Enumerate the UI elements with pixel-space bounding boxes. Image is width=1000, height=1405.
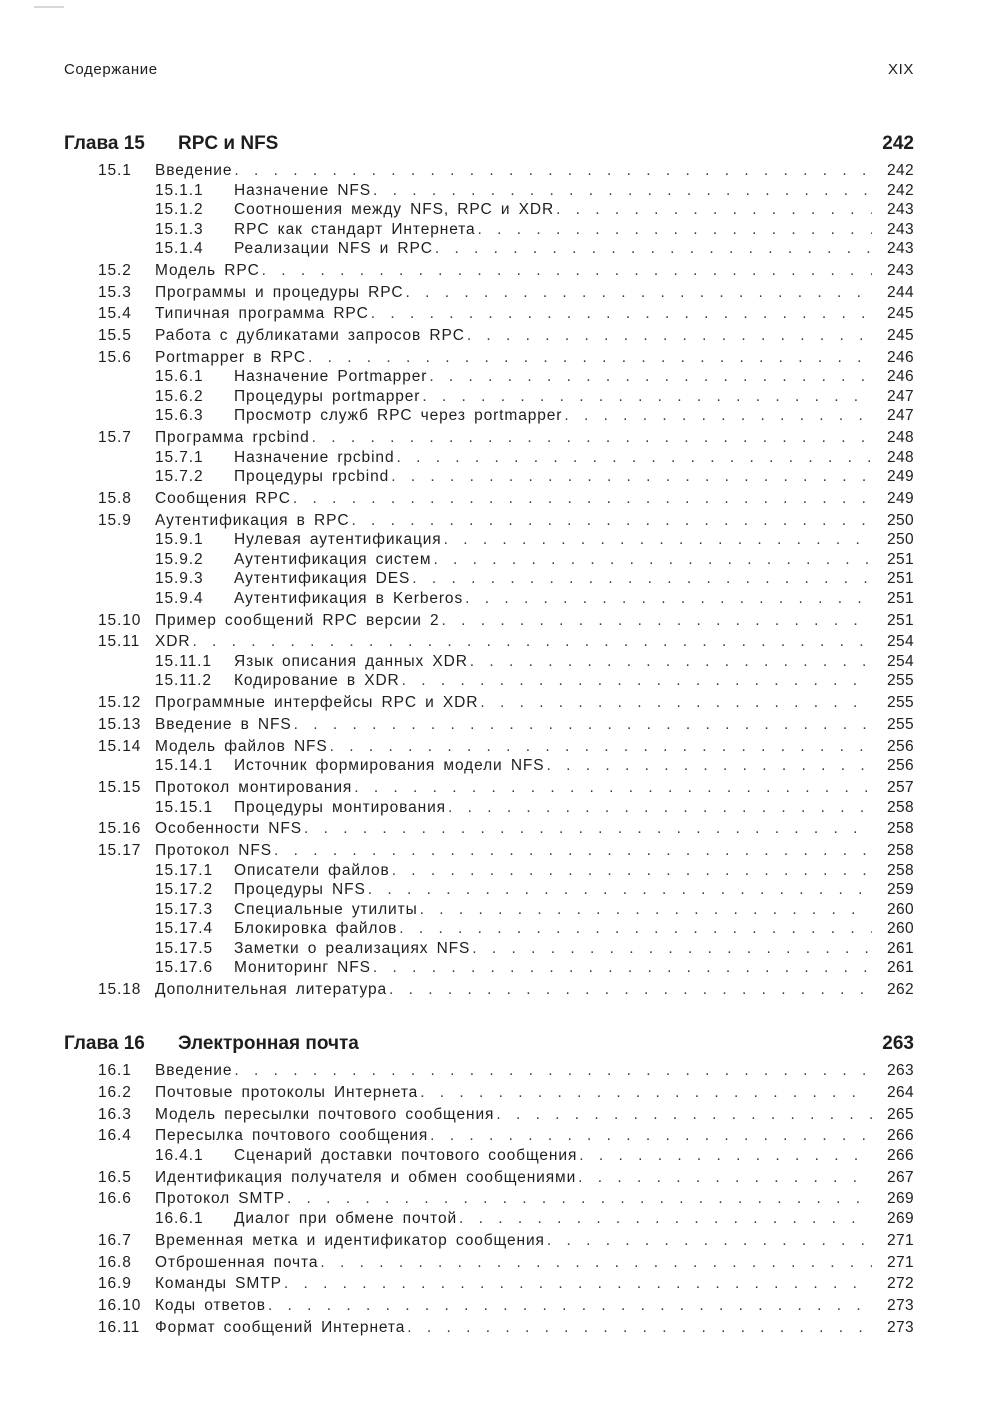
- entry-number: 15.9.1: [155, 531, 204, 549]
- entry-page: 262: [886, 981, 914, 999]
- toc-section-entry[interactable]: [64, 1318, 914, 1338]
- dot-leader: [472, 939, 872, 959]
- entry-title: Назначение NFS: [234, 181, 372, 199]
- entry-number: 15.9.2: [155, 550, 204, 568]
- toc-section-entry[interactable]: [64, 1061, 914, 1081]
- entry-title: RPC как стандарт Интернета: [234, 220, 476, 238]
- entry-title: Назначение rpcbind: [234, 448, 395, 466]
- entry-title: Аутентификация в RPC: [155, 511, 350, 529]
- entry-title: Процедуры rpcbind: [234, 468, 390, 486]
- entry-page: 273: [886, 1318, 914, 1336]
- entry-page: 271: [886, 1231, 914, 1249]
- entry-title: Сообщения RPC: [155, 490, 291, 508]
- dot-leader: [441, 611, 872, 631]
- dot-leader: [407, 1318, 872, 1338]
- dot-leader: [320, 1253, 872, 1273]
- dot-leader: [420, 900, 872, 920]
- entry-number: 15.14.1: [155, 757, 214, 775]
- entry-page: 260: [886, 900, 914, 918]
- entry-number: 15.1.1: [155, 181, 204, 199]
- dot-leader: [368, 880, 872, 900]
- entry-title: Специальные утилиты: [234, 900, 418, 918]
- dot-leader: [389, 980, 872, 1000]
- toc-section-entry[interactable]: [64, 511, 914, 531]
- dot-leader: [480, 693, 872, 713]
- toc-section-entry[interactable]: [64, 326, 914, 346]
- entry-number: 16.2: [98, 1083, 132, 1101]
- entry-page: 266: [886, 1146, 914, 1164]
- entry-title: Блокировка файлов: [234, 920, 398, 938]
- scan-corner-mark: [34, 6, 64, 8]
- toc-section-entry[interactable]: [64, 632, 914, 652]
- dot-leader: [399, 919, 872, 939]
- entry-number: 15.4: [98, 305, 132, 323]
- chapter-heading[interactable]: [64, 1033, 914, 1057]
- dot-leader: [294, 715, 872, 735]
- entry-title: Введение: [155, 162, 233, 179]
- toc-section-entry[interactable]: [64, 304, 914, 324]
- entry-number: 15.6.1: [155, 368, 204, 386]
- dot-leader: [430, 1126, 872, 1146]
- entry-number: 16.8: [98, 1253, 132, 1271]
- entry-number: 15.7: [98, 429, 132, 447]
- entry-page: 263: [886, 1062, 914, 1079]
- entry-number: 15.17.6: [155, 959, 214, 977]
- toc-section-entry[interactable]: [64, 693, 914, 713]
- entry-page: 256: [886, 737, 914, 755]
- entry-title: Программы и процедуры RPC: [155, 283, 404, 301]
- entry-number: 15.9.4: [155, 589, 204, 607]
- dot-leader: [391, 467, 872, 487]
- chapter-page: 263: [882, 1033, 914, 1054]
- dot-leader: [262, 261, 872, 281]
- entry-number: 16.9: [98, 1275, 132, 1293]
- chapter-page: 242: [882, 133, 914, 154]
- entry-number: 15.14: [98, 737, 142, 755]
- entry-number: 15.6: [98, 348, 132, 366]
- entry-page: 247: [886, 407, 914, 425]
- entry-page: 251: [886, 550, 914, 568]
- toc-subsection-entry[interactable]: [64, 406, 914, 426]
- entry-page: 254: [886, 652, 914, 670]
- toc-section-entry[interactable]: [64, 611, 914, 631]
- dot-leader: [284, 1274, 872, 1294]
- entry-number: 15.17.5: [155, 939, 214, 957]
- entry-page: 261: [886, 959, 914, 977]
- entry-title: Временная метка и идентификатор сообщения: [155, 1231, 545, 1249]
- entry-number: 15.9.3: [155, 570, 204, 588]
- entry-number: 15.11.2: [155, 672, 212, 690]
- dot-leader: [435, 239, 872, 259]
- toc-subsection-entry[interactable]: [64, 181, 914, 201]
- dot-leader: [308, 348, 872, 368]
- entry-number: 15.10: [98, 611, 142, 629]
- entry-page: 249: [886, 468, 914, 486]
- dot-leader: [465, 589, 872, 609]
- entry-number: 15.6.3: [155, 407, 204, 425]
- toc-section-entry[interactable]: [64, 489, 914, 509]
- toc-section-entry[interactable]: [64, 161, 914, 181]
- toc-section-entry[interactable]: [64, 428, 914, 448]
- entry-page: 266: [886, 1127, 914, 1145]
- dot-leader: [274, 841, 872, 861]
- toc-section-entry[interactable]: [64, 819, 914, 839]
- entry-number: 16.1: [98, 1062, 132, 1079]
- entry-page: 245: [886, 305, 914, 323]
- chapter-label: Глава 15: [64, 133, 145, 154]
- dot-leader: [433, 550, 872, 570]
- entry-page: 259: [886, 881, 914, 899]
- entry-number: 15.17.2: [155, 881, 214, 899]
- dot-leader: [371, 304, 872, 324]
- toc-subsection-entry[interactable]: [64, 387, 914, 407]
- entry-title: Типичная программа RPC: [155, 305, 369, 323]
- entry-number: 16.7: [98, 1231, 132, 1249]
- dot-leader: [396, 448, 872, 468]
- entry-number: 16.10: [98, 1297, 142, 1315]
- toc-subsection-entry[interactable]: [64, 1209, 914, 1229]
- entry-page: 242: [886, 162, 914, 179]
- entry-page: 246: [886, 348, 914, 366]
- entry-title: XDR: [155, 633, 191, 651]
- entry-number: 15.1.2: [155, 201, 204, 218]
- dot-leader: [547, 1231, 872, 1251]
- dot-leader: [429, 367, 872, 387]
- entry-number: 16.4: [98, 1127, 132, 1145]
- entry-page: 246: [886, 368, 914, 386]
- entry-page: 257: [886, 779, 914, 797]
- dot-leader: [496, 1105, 872, 1125]
- toc-subsection-entry[interactable]: [64, 958, 914, 978]
- toc-subsection-entry[interactable]: [64, 671, 914, 691]
- dot-leader: [467, 326, 872, 346]
- toc-section-entry[interactable]: [64, 1253, 914, 1273]
- entry-page: 243: [886, 220, 914, 238]
- entry-page: 271: [886, 1253, 914, 1271]
- entry-number: 15.15: [98, 779, 142, 797]
- toc-subsection-entry[interactable]: [64, 550, 914, 570]
- entry-number: 15.7.2: [155, 468, 204, 486]
- toc-subsection-entry[interactable]: [64, 919, 914, 939]
- toc-subsection-entry[interactable]: [64, 900, 914, 920]
- chapter-title: Электронная почта: [178, 1033, 359, 1054]
- entry-number: 15.17.3: [155, 900, 214, 918]
- entry-number: 15.5: [98, 327, 132, 345]
- entry-page: 273: [886, 1297, 914, 1315]
- toc-subsection-entry[interactable]: [64, 367, 914, 387]
- entry-title: Отброшенная почта: [155, 1253, 319, 1271]
- entry-title: Описатели файлов: [234, 861, 390, 879]
- entry-page: 255: [886, 716, 914, 734]
- chapter-label: Глава 16: [64, 1033, 145, 1054]
- entry-number: 15.16: [98, 820, 142, 838]
- entry-page: 250: [886, 511, 914, 529]
- dot-leader: [304, 819, 872, 839]
- entry-title: Назначение Portmapper: [234, 368, 428, 386]
- toc-subsection-entry[interactable]: [64, 569, 914, 589]
- entry-title: Соотношения между NFS, RPC и XDR: [234, 201, 555, 218]
- entry-page: 254: [886, 633, 914, 651]
- dot-leader: [392, 861, 872, 881]
- dot-leader: [556, 200, 872, 220]
- entry-number: 15.8: [98, 490, 132, 508]
- toc-section-entry[interactable]: [64, 737, 914, 757]
- entry-number: 15.11.1: [155, 652, 212, 670]
- entry-page: 243: [886, 240, 914, 257]
- entry-page: 242: [886, 181, 914, 199]
- toc-entries: [64, 1061, 914, 1337]
- entry-title: Язык описания данных XDR: [234, 652, 468, 670]
- toc-subsection-entry[interactable]: [64, 756, 914, 776]
- toc-subsection-entry[interactable]: [64, 467, 914, 487]
- toc-subsection-entry[interactable]: [64, 220, 914, 240]
- entry-number: 16.6.1: [155, 1209, 204, 1227]
- entry-page: 251: [886, 589, 914, 607]
- entry-page: 251: [886, 570, 914, 588]
- entry-title: Идентификация получателя и обмен сообщениями: [155, 1168, 577, 1186]
- dot-leader: [448, 798, 872, 818]
- dot-leader: [312, 428, 872, 448]
- entry-title: Диалог при обмене почтой: [234, 1209, 458, 1227]
- entry-page: 267: [886, 1168, 914, 1186]
- entry-number: 16.5: [98, 1168, 132, 1186]
- toc-section-entry[interactable]: [64, 980, 914, 1000]
- entry-number: 16.4.1: [155, 1146, 204, 1164]
- dot-leader: [564, 406, 872, 426]
- toc-section-entry[interactable]: [64, 841, 914, 861]
- entry-number: 15.3: [98, 283, 132, 301]
- dot-leader: [293, 489, 872, 509]
- entry-title: Сценарий доставки почтового сообщения: [234, 1146, 578, 1164]
- toc-section-entry[interactable]: [64, 778, 914, 798]
- dot-leader: [192, 632, 872, 652]
- dot-leader: [420, 1083, 872, 1103]
- toc-section-entry[interactable]: [64, 1105, 914, 1125]
- toc-section-entry[interactable]: [64, 261, 914, 281]
- dot-leader: [444, 530, 872, 550]
- toc-section-entry[interactable]: [64, 1083, 914, 1103]
- entry-page: 261: [886, 939, 914, 957]
- entry-page: 269: [886, 1190, 914, 1208]
- entry-title: Дополнительная литература: [155, 981, 387, 999]
- entry-page: 260: [886, 920, 914, 938]
- entry-title: Модель RPC: [155, 261, 260, 279]
- entry-title: Программа rpcbind: [155, 429, 310, 447]
- entry-number: 15.18: [98, 981, 142, 999]
- entry-page: 255: [886, 694, 914, 712]
- entry-page: 243: [886, 201, 914, 218]
- entry-page: 264: [886, 1083, 914, 1101]
- entry-number: 15.13: [98, 716, 142, 734]
- running-header: [64, 61, 914, 83]
- entry-title: Коды ответов: [155, 1297, 266, 1315]
- entry-number: 15.17.1: [155, 861, 214, 879]
- dot-leader: [547, 756, 872, 776]
- entry-page: 258: [886, 820, 914, 838]
- entry-title: Аутентификация в Kerberos: [234, 589, 464, 607]
- entry-title: Нулевая аутентификация: [234, 531, 442, 549]
- entry-title: Просмотр служб RPC через portmapper: [234, 407, 563, 425]
- entry-page: 258: [886, 842, 914, 860]
- dot-leader: [373, 958, 872, 978]
- toc-subsection-entry[interactable]: [64, 530, 914, 550]
- dot-leader: [351, 511, 872, 531]
- entry-number: 16.11: [98, 1318, 141, 1336]
- entry-title: Протокол SMTP: [155, 1190, 285, 1208]
- dot-leader: [402, 671, 872, 691]
- entry-number: 15.9: [98, 511, 132, 529]
- entry-page: 255: [886, 672, 914, 690]
- entry-title: Протокол NFS: [155, 842, 272, 860]
- entry-number: 15.1.3: [155, 220, 204, 238]
- dot-leader: [268, 1296, 872, 1316]
- running-header-title: Содержание: [64, 61, 158, 78]
- toc-subsection-entry[interactable]: [64, 239, 914, 259]
- toc-subsection-entry[interactable]: [64, 652, 914, 672]
- entry-title: Почтовые протоколы Интернета: [155, 1083, 419, 1101]
- entry-number: 15.2: [98, 261, 132, 279]
- entry-title: Portmapper в RPC: [155, 348, 306, 366]
- toc-subsection-entry[interactable]: [64, 1146, 914, 1166]
- entry-title: Процедуры NFS: [234, 881, 366, 899]
- dot-leader: [478, 220, 872, 240]
- dot-leader: [234, 161, 872, 181]
- entry-title: Кодирование в XDR: [234, 672, 400, 690]
- entry-number: 15.6.2: [155, 387, 204, 405]
- entry-page: 265: [886, 1105, 914, 1123]
- entry-page: 251: [886, 611, 914, 629]
- entry-number: 15.1.4: [155, 240, 204, 257]
- entry-page: 250: [886, 531, 914, 549]
- entry-number: 15.7.1: [155, 448, 204, 466]
- chapter-title: RPC и NFS: [178, 133, 279, 154]
- toc-section-entry[interactable]: [64, 1274, 914, 1294]
- toc-section-entry[interactable]: [64, 1296, 914, 1316]
- entry-title: Команды SMTP: [155, 1275, 282, 1293]
- entry-number: 15.1: [98, 162, 132, 179]
- toc-section-entry[interactable]: [64, 283, 914, 303]
- entry-page: 248: [886, 429, 914, 447]
- toc-subsection-entry[interactable]: [64, 880, 914, 900]
- toc-subsection-entry[interactable]: [64, 939, 914, 959]
- entry-page: 256: [886, 757, 914, 775]
- entry-page: 248: [886, 448, 914, 466]
- entry-title: Введение в NFS: [155, 716, 292, 734]
- entry-number: 15.11: [98, 633, 141, 651]
- entry-page: 272: [886, 1275, 914, 1293]
- entry-page: 258: [886, 861, 914, 879]
- entry-title: Аутентификация систем: [234, 550, 432, 568]
- entry-title: Программные интерфейсы RPC и XDR: [155, 694, 479, 712]
- entry-page: 244: [886, 283, 914, 301]
- toc-section-entry[interactable]: [64, 715, 914, 735]
- dot-leader: [234, 1061, 872, 1081]
- dot-leader: [422, 387, 872, 407]
- entry-title: Протокол монтирования: [155, 779, 353, 797]
- entry-title: Работа с дубликатами запросов RPC: [155, 327, 465, 345]
- entry-title: Особенности NFS: [155, 820, 302, 838]
- dot-leader: [578, 1168, 872, 1188]
- toc-subsection-entry[interactable]: [64, 200, 914, 220]
- entry-title: Пример сообщений RPC версии 2: [155, 611, 440, 629]
- entry-title: Источник формирования модели NFS: [234, 757, 545, 775]
- entry-number: 15.12: [98, 694, 142, 712]
- dot-leader: [354, 778, 872, 798]
- entry-page: 243: [886, 261, 914, 279]
- entry-title: Пересылка почтового сообщения: [155, 1127, 429, 1145]
- entry-title: Введение: [155, 1062, 233, 1079]
- entry-page: 245: [886, 327, 914, 345]
- toc-section-entry[interactable]: [64, 1168, 914, 1188]
- chapter-16: [64, 1033, 914, 1337]
- entry-number: 16.3: [98, 1105, 132, 1123]
- entry-title: Формат сообщений Интернета: [155, 1318, 406, 1336]
- dot-leader: [412, 569, 872, 589]
- toc-section-entry[interactable]: [64, 1126, 914, 1146]
- entry-title: Процедуры portmapper: [234, 387, 421, 405]
- entry-page: 249: [886, 490, 914, 508]
- chapter-15: [64, 133, 914, 1000]
- toc-section-entry[interactable]: [64, 1231, 914, 1251]
- entry-title: Аутентификация DES: [234, 570, 411, 588]
- entry-title: Модель пересылки почтового сообщения: [155, 1105, 495, 1123]
- entry-title: Заметки о реализациях NFS: [234, 939, 471, 957]
- entry-number: 15.17: [98, 842, 142, 860]
- toc-section-entry[interactable]: [64, 348, 914, 368]
- entry-number: 15.17.4: [155, 920, 214, 938]
- dot-leader: [459, 1209, 872, 1229]
- entry-number: 15.15.1: [155, 798, 214, 816]
- chapter-heading[interactable]: [64, 133, 914, 157]
- entry-title: Модель файлов NFS: [155, 737, 328, 755]
- entry-page: 258: [886, 798, 914, 816]
- toc-entries: [64, 161, 914, 1000]
- entry-title: Мониторинг NFS: [234, 959, 371, 977]
- toc-subsection-entry[interactable]: [64, 448, 914, 468]
- page-number: XIX: [888, 61, 914, 78]
- toc-subsection-entry[interactable]: [64, 861, 914, 881]
- dot-leader: [373, 181, 872, 201]
- entry-number: 16.6: [98, 1190, 132, 1208]
- entry-title: Реализации NFS и RPC: [234, 240, 433, 257]
- entry-page: 269: [886, 1209, 914, 1227]
- toc-subsection-entry[interactable]: [64, 798, 914, 818]
- toc-section-entry[interactable]: [64, 1189, 914, 1209]
- dot-leader: [406, 283, 872, 303]
- entry-title: Процедуры монтирования: [234, 798, 446, 816]
- dot-leader: [330, 737, 872, 757]
- dot-leader: [579, 1146, 872, 1166]
- toc-subsection-entry[interactable]: [64, 589, 914, 609]
- entry-page: 247: [886, 387, 914, 405]
- dot-leader: [287, 1189, 872, 1209]
- dot-leader: [470, 652, 872, 672]
